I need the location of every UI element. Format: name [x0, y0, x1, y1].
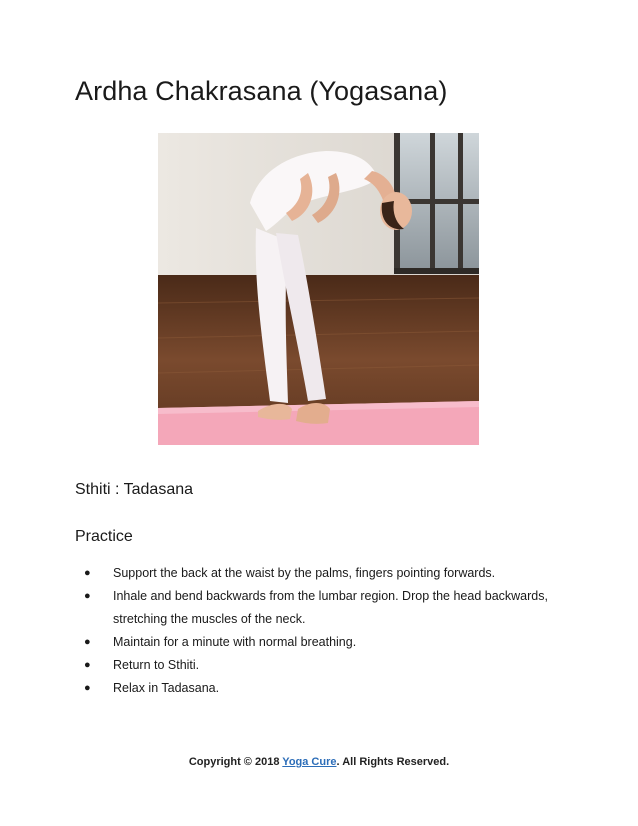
list-item — [84, 631, 564, 654]
list-item — [84, 677, 564, 700]
bullet-icon: ● — [84, 659, 91, 671]
step-text: Relax in Tadasana. — [113, 681, 220, 695]
pose-photo — [158, 133, 479, 445]
practice-steps-list — [84, 562, 564, 700]
sthiti-label: Sthiti : Tadasana — [75, 481, 194, 498]
step-text: Support the back at the waist by the palms, fingers pointing forwards. — [113, 566, 496, 580]
bullet-icon: ● — [84, 590, 91, 602]
bullet-icon: ● — [84, 567, 91, 579]
step-text: Inhale and bend backwards from the lumbar region. Drop the head backwards, stretching the muscles of the neck. — [113, 589, 548, 626]
bullet-icon: ● — [84, 682, 91, 694]
page-title: Ardha Chakrasana (Yogasana) — [75, 76, 448, 106]
copyright-footer — [0, 756, 638, 768]
list-item — [84, 654, 564, 677]
bullet-icon: ● — [84, 636, 91, 648]
practice-heading: Practice — [75, 528, 133, 545]
copyright-suffix: . All Rights Reserved. — [336, 756, 450, 768]
list-item — [84, 585, 564, 631]
copyright-prefix: Copyright © 2018 — [188, 756, 283, 768]
list-item — [84, 562, 564, 585]
step-text: Return to Sthiti. — [113, 658, 200, 672]
yoga-cure-link[interactable]: Yoga Cure — [282, 756, 337, 768]
step-text: Maintain for a minute with normal breathing. — [113, 635, 357, 649]
